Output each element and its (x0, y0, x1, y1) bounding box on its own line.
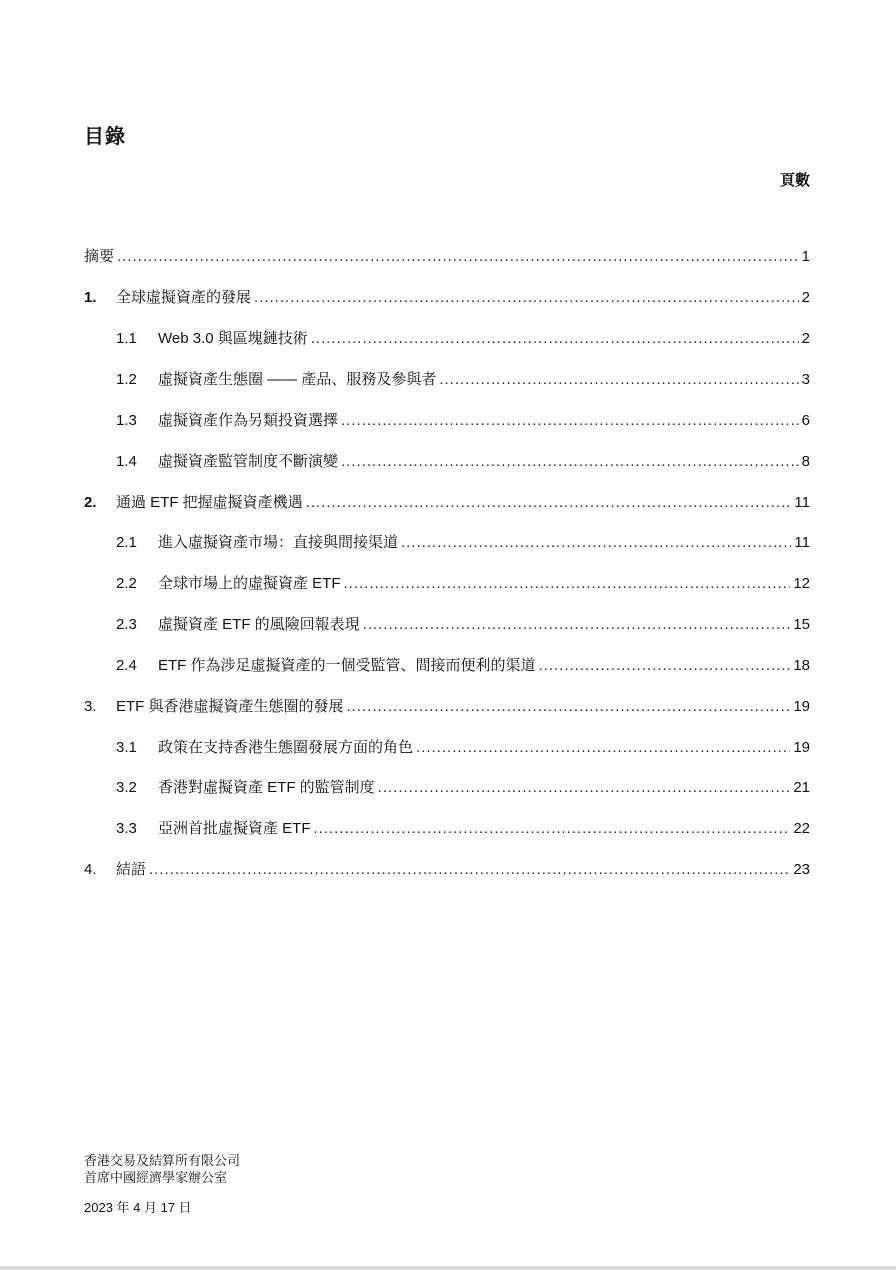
toc-entry-number: 1.2 (116, 371, 137, 388)
dot-leader (363, 616, 791, 633)
toc-entry-2-4[interactable] (116, 654, 810, 674)
toc-entry-page: 23 (793, 861, 810, 878)
dot-leader (344, 575, 791, 592)
toc-entry-3-1[interactable] (116, 736, 810, 756)
toc-entry-2-3[interactable] (116, 613, 810, 633)
toc-entry-number: 2.3 (116, 616, 137, 633)
toc-entry-1-1[interactable] (116, 327, 810, 347)
footer-organization (84, 1152, 240, 1186)
page-divider (0, 1266, 896, 1270)
dot-leader (311, 330, 799, 347)
page-column-label: 頁數 (779, 172, 810, 189)
toc-entry-2-2[interactable] (116, 572, 810, 592)
dot-leader (254, 289, 799, 306)
dot-leader (149, 861, 790, 878)
toc-entry-3-3[interactable] (116, 817, 810, 837)
toc-entry-page: 21 (793, 779, 810, 796)
toc-entry-2-1[interactable] (116, 531, 810, 551)
toc-entry-label: 全球虛擬資產的發展 (116, 289, 252, 306)
dot-leader (314, 820, 791, 837)
dot-leader (439, 371, 798, 388)
toc-entry-label: ETF 作為涉足虛擬資產的一個受監管、間接而便利的渠道 (158, 657, 536, 674)
toc-entry-number: 1. (84, 289, 97, 306)
toc-entry-label: 香港對虛擬資產 ETF 的監管制度 (158, 779, 375, 796)
toc-entry-label: 虛擬資產生態圈 —— 產品、服務及參與者 (158, 371, 437, 388)
toc-entry-page: 6 (801, 412, 810, 429)
toc-entry-number: 2.2 (116, 575, 137, 592)
toc-entry-label: ETF 與香港虛擬資產生態圈的發展 (116, 698, 344, 715)
toc-entry-2[interactable] (84, 491, 810, 511)
toc-title: 目錄 (84, 126, 126, 148)
dot-leader (347, 698, 791, 715)
toc-entry-number: 4. (84, 861, 97, 878)
toc-entry-label: 亞洲首批虛擬資產 ETF (158, 820, 311, 837)
toc-entry-page: 18 (793, 657, 810, 674)
toc-entry-number: 3.2 (116, 779, 137, 796)
toc-entry-page: 19 (793, 739, 810, 756)
toc-entry-number: 3. (84, 698, 97, 715)
footer-org-line1: 香港交易及結算所有限公司 (84, 1153, 241, 1168)
toc-entry-label: 進入虛擬資產市場：直接與間接渠道 (158, 534, 399, 551)
toc-entry-number: 2.4 (116, 657, 137, 674)
toc-entry-summary[interactable] (84, 245, 810, 265)
toc-entry-label: 通過 ETF 把握虛擬資產機遇 (116, 494, 303, 511)
dot-leader (117, 248, 799, 265)
dot-leader (306, 494, 792, 511)
toc-entry-1-2[interactable] (116, 368, 810, 388)
toc-entry-1-4[interactable] (116, 450, 810, 470)
footer-org-line2: 首席中國經濟學家辦公室 (84, 1170, 228, 1185)
toc-entry-label: 結語 (116, 861, 147, 878)
toc-entry-number: 3.3 (116, 820, 137, 837)
toc-entry-label: 摘要 (84, 248, 115, 265)
toc-entry-page: 2 (801, 289, 810, 306)
toc-entry-number: 2.1 (116, 534, 137, 551)
toc-entry-label: Web 3.0 與區塊鏈技術 (158, 330, 308, 347)
toc-entry-page: 12 (793, 575, 810, 592)
toc-entry-page: 3 (801, 371, 810, 388)
toc-entry-number: 2. (84, 494, 97, 511)
dot-leader (401, 534, 791, 551)
toc-entry-page: 2 (801, 330, 810, 347)
toc-entry-page: 8 (801, 453, 810, 470)
toc-entry-page: 22 (793, 820, 810, 837)
toc-entry-1[interactable] (84, 286, 810, 306)
dot-leader (341, 412, 799, 429)
toc-entry-number: 1.1 (116, 330, 137, 347)
toc-entry-number: 3.1 (116, 739, 137, 756)
toc-entry-number: 1.3 (116, 412, 137, 429)
toc-entry-page: 11 (794, 494, 810, 511)
toc-entry-label: 政策在支持香港生態圈發展方面的角色 (158, 739, 414, 756)
toc-entry-4[interactable] (84, 858, 810, 878)
toc-entry-1-3[interactable] (116, 409, 810, 429)
toc-entry-label: 虛擬資產 ETF 的風險回報表現 (158, 616, 360, 633)
toc-entry-label: 虛擬資產作為另類投資選擇 (158, 412, 339, 429)
toc-entry-3[interactable] (84, 695, 810, 715)
toc-entry-page: 19 (793, 698, 810, 715)
dot-leader (539, 657, 791, 674)
dot-leader (378, 779, 791, 796)
toc-entry-label: 虛擬資產監管制度不斷演變 (158, 453, 339, 470)
dot-leader (416, 739, 790, 756)
toc-entry-number: 1.4 (116, 453, 137, 470)
dot-leader (341, 453, 799, 470)
footer-date: 2023 年 4 月 17 日 (84, 1200, 192, 1215)
toc-entry-page: 15 (793, 616, 810, 633)
toc-entry-label: 全球市場上的虛擬資產 ETF (158, 575, 341, 592)
toc-entry-page: 11 (794, 534, 810, 551)
toc-entry-page: 1 (801, 248, 810, 265)
toc-entry-3-2[interactable] (116, 776, 810, 796)
